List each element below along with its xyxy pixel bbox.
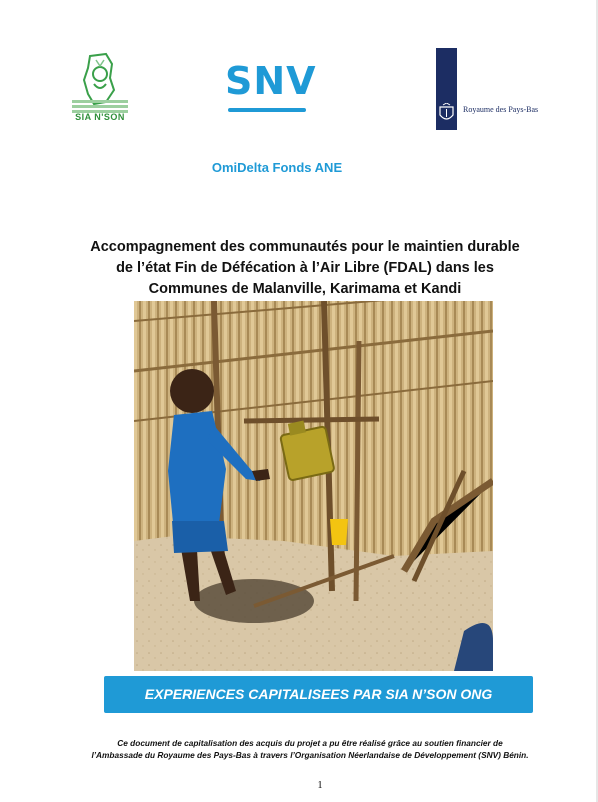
note-line: l’Ambassade du Royaume des Pays-Bas à travers l’Organisation Néerlandaise de Développement (SNV) Bénin. [91,750,529,760]
page-number: 1 [317,780,323,791]
netherlands-emblem-icon [436,103,457,125]
snv-logo: SNV [225,59,317,103]
title-line: de l’état Fin de Défécation à l’Air Libre (FDAL) dans les [116,260,494,276]
banner-text: EXPERIENCES CAPITALISEES PAR SIA N’SON ONG [144,686,493,702]
fund-name: OmiDelta Fonds ANE [211,160,343,175]
netherlands-logo-text: Royaume des Pays-Bas [463,105,539,114]
note-line: Ce document de capitalisation des acquis du projet a pu être réalisé grâce au soutien financier de [117,738,503,748]
title-line: Accompagnement des communautés pour le maintien durable [90,239,520,255]
cover-photo [134,301,493,671]
banner [104,676,533,713]
funding-note [60,737,560,761]
snv-logo-swoosh [228,108,306,112]
document-title [50,237,560,300]
sia-nson-wordmark: SIA N'SON [75,112,125,122]
title-line: Communes de Malanville, Karimama et Kandi [148,281,462,297]
